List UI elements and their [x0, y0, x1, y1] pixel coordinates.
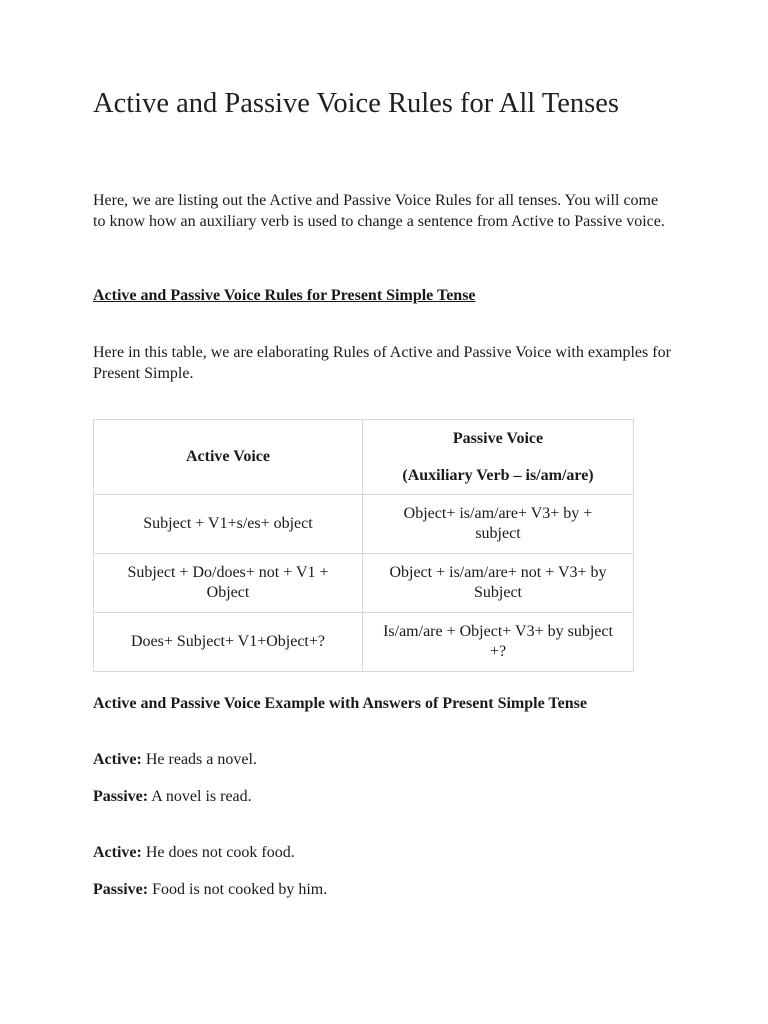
example-line [93, 787, 252, 807]
header-active-voice: Active Voice [94, 420, 363, 495]
intro-paragraph: Here, we are listing out the Active and Passive Voice Rules for all tenses. You will come to know how an auxiliary verb is used to change a sentence from Active to Passive voice. [93, 192, 665, 230]
header-passive-label: Passive Voice [452, 429, 544, 447]
rules-table [93, 419, 634, 672]
example-label: Passive: [93, 881, 149, 898]
table-cell-active: Subject + Do/does+ not + V1 + Object [94, 554, 363, 613]
example-text: A novel is read. [148, 788, 252, 805]
table-row [94, 613, 634, 672]
table-cell-active: Does+ Subject+ V1+Object+? [94, 613, 363, 672]
section-heading: Active and Passive Voice Rules for Present Simple Tense [93, 287, 476, 304]
table-header-row [94, 420, 634, 495]
header-passive-voice [363, 420, 634, 495]
example-label: Active: [93, 844, 142, 861]
page-title: Active and Passive Voice Rules for All Tenses [93, 88, 619, 119]
table-row [94, 495, 634, 554]
example-label: Active: [93, 751, 142, 768]
header-passive-sub: (Auxiliary Verb – is/am/are) [402, 466, 594, 484]
table-cell-active: Subject + V1+s/es+ object [94, 495, 363, 554]
example-text: He reads a novel. [141, 751, 257, 768]
example-text: Food is not cooked by him. [148, 881, 328, 898]
example-line [93, 880, 327, 900]
examples-heading: Active and Passive Voice Example with Answers of Present Simple Tense [93, 695, 587, 712]
example-line [93, 843, 295, 863]
table-intro-paragraph: Here in this table, we are elaborating Rules of Active and Passive Voice with examples for Present Simple. [93, 344, 671, 382]
table-cell-passive: Object + is/am/are+ not + V3+ by Subject [363, 554, 634, 613]
example-label: Passive: [93, 788, 149, 805]
table-cell-passive: Is/am/are + Object+ V3+ by subject +? [363, 613, 634, 672]
table-row [94, 554, 634, 613]
example-line [93, 750, 257, 770]
table-cell-passive: Object+ is/am/are+ V3+ by + subject [363, 495, 634, 554]
example-text: He does not cook food. [141, 844, 295, 861]
